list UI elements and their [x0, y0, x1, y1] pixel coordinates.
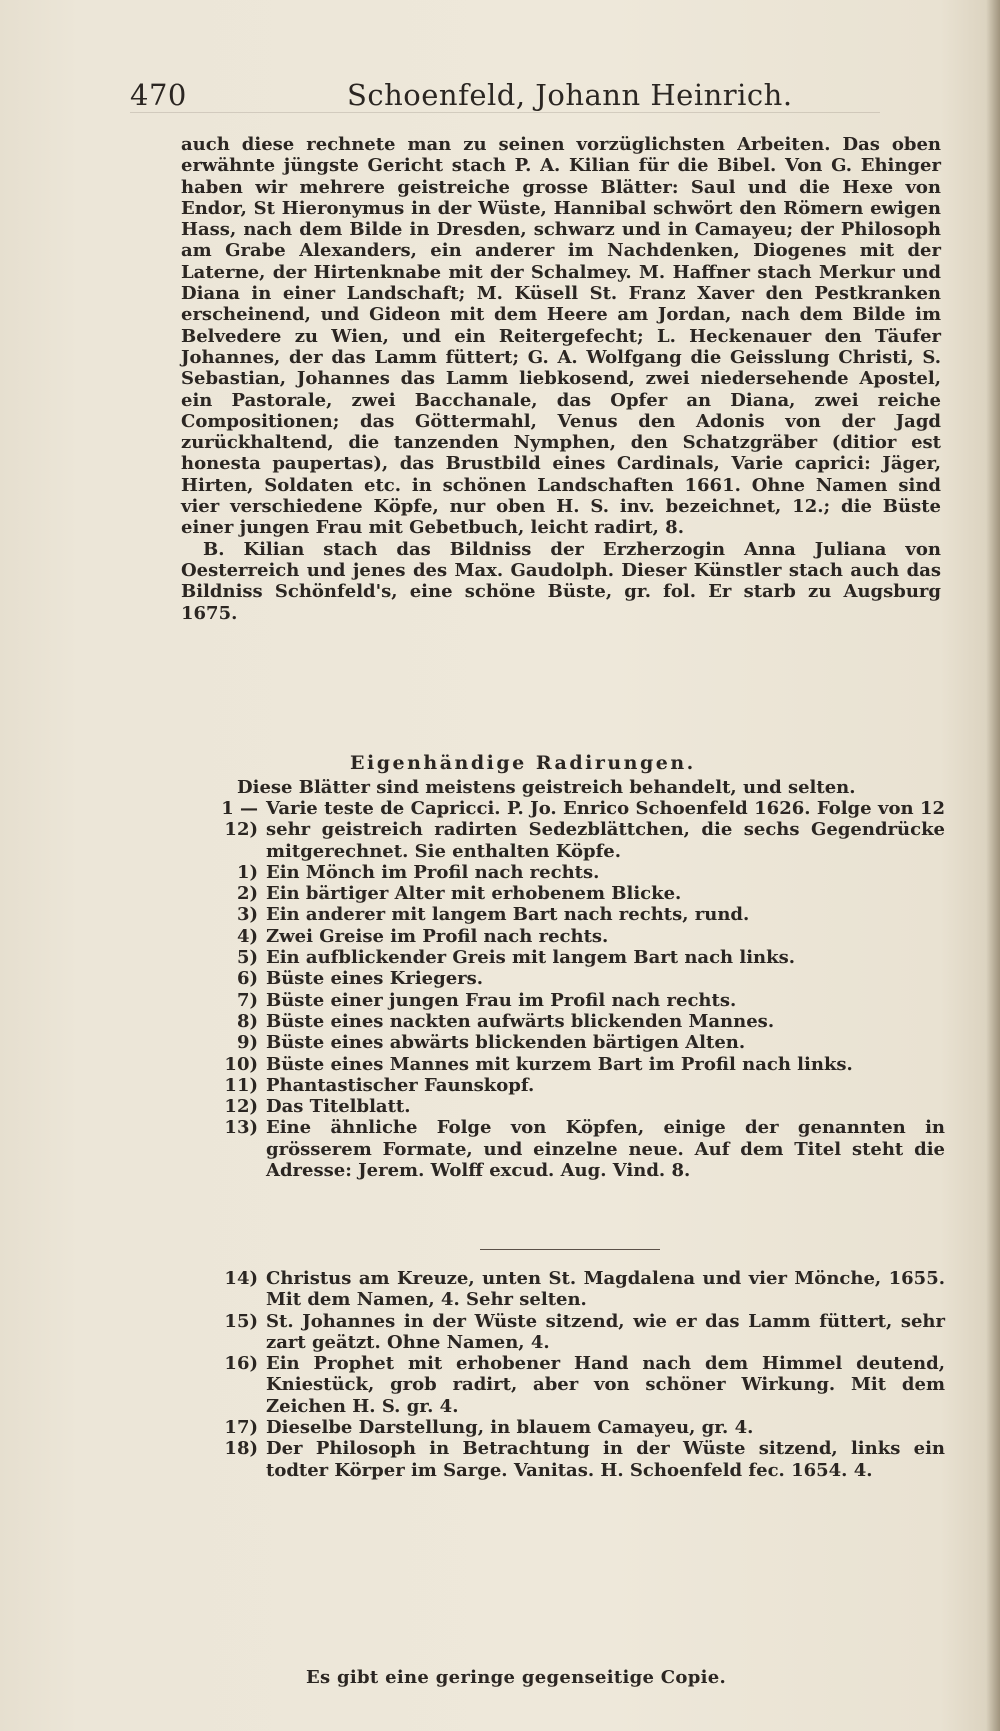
- list-item: [220, 968, 945, 989]
- list-item: [220, 1268, 945, 1311]
- page-number: 470: [130, 78, 187, 112]
- list-item: [220, 1438, 945, 1481]
- entry-number: 15): [224, 1310, 258, 1332]
- entry-number: 13): [224, 1117, 258, 1139]
- entry-text: Büste eines nackten aufwärts blickenden Mannes.: [266, 1010, 775, 1032]
- entry-text: Das Titelblatt.: [266, 1096, 411, 1118]
- entry-text: Büste eines Kriegers.: [266, 968, 484, 990]
- list-item: [220, 926, 945, 947]
- list-item: [220, 1011, 945, 1032]
- list-item: [220, 1417, 945, 1438]
- entry-number: 6): [236, 968, 258, 990]
- closing-note: Es gibt eine geringe gegenseitige Copie.: [306, 1667, 727, 1688]
- entry-text: Eine ähnliche Folge von Köpfen, einige der genannten in grösserem Formate, und einzelne neue. Auf dem Titel steht die Adresse: Jerem. Wolff excud. Aug. Vind. 8.: [266, 1117, 945, 1182]
- entry-text: Phantastischer Faunskopf.: [266, 1074, 535, 1096]
- entry-text: Büste eines Mannes mit kurzem Bart im Profil nach links.: [266, 1053, 853, 1075]
- paragraph: B. Kilian stach das Bildniss der Erzherzogin Anna Juliana von Oesterreich und jenes des Max. Gaudolph. Dieser Künstler stach auch das Bildniss Schönfeld's, eine schöne Büste, gr. fol. Er starb zu Augsburg 1675.: [181, 538, 941, 624]
- entry-text: Varie teste de Capricci. P. Jo. Enrico Schoenfeld 1626. Folge von 12 sehr geistreich radirten Sedezblättchen, die sechs Gegendrücke mitgerechnet. Sie enthalten Köpfe.: [266, 798, 945, 862]
- entry-number: 4): [236, 925, 258, 947]
- list-item: [220, 862, 945, 883]
- entry-text: Ein Prophet mit erhobener Hand nach dem Himmel deutend, Kniestück, grob radirt, aber von schöner Wirkung. Mit dem Zeichen H. S. gr. 4.: [266, 1353, 945, 1417]
- entry-text: Der Philosoph in Betrachtung in der Wüste sitzend, links ein todter Körper im Sarge. Vanitas. H. Schoenfeld fec. 1654. 4.: [266, 1438, 945, 1481]
- entry-number: 5): [236, 947, 258, 969]
- paragraph: auch diese rechnete man zu seinen vorzüglichsten Arbeiten. Das oben erwähnte jüngste Gericht stach P. A. Kilian für die Bibel. Von G. Ehinger haben wir mehrere geistreiche grosse Blätter: Saul und die Hexe von Endor, St Hieronymus in der Wüste, Hannibal schwört den Römern ewigen Hass, nach dem Bilde in Dresden, schwarz und in Camayeu; der Philosoph am Grabe Alexanders, ein anderer im Nachdenken, Diogenes mit der Laterne, der Hirtenknabe mit der Schalmey. M. Haffner stach Merkur und Diana in einer Landschaft; M. Küsell St. Franz Xaver den Pestkranken erscheinend, und Gideon mit dem Heere am Jordan, nach dem Bilde im Belvedere zu Wien, und ein Reitergefecht; L. Heckenauer den Täufer Johannes, der das Lamm füttert; G. A. Wolfgang die Geisslung Christi, S. Sebastian, Johannes das Lamm liebkosend, zwei niedersehende Apostel, ein Pastorale, zwei Bacchanale, das Opfer an Diana, zwei reiche Compositionen; das Göttermahl, Venus den Adonis von der Jagd zurückhaltend, die tanzenden Nymphen, den Schatzgräber (ditior est honesta paupertas), das Brustbild eines Cardinals, Varie caprici: Jäger, Hirten, Soldaten etc. in schönen Landschaften 1661. Ohne Namen sind vier verschiedene Köpfe, nur oben H. S. inv. bezeichnet, 12.; die Büste einer jungen Frau mit Gebetbuch, leicht radirt, 8.: [181, 134, 941, 539]
- entry-number: 7): [236, 989, 258, 1011]
- section-heading: Eigenhändige Radirungen.: [350, 752, 696, 774]
- entry-text: Ein aufblickender Greis mit langem Bart nach links.: [266, 947, 796, 969]
- list-item: [220, 1032, 945, 1053]
- list-item: [220, 1311, 945, 1354]
- running-head: Schoenfeld, Johann Heinrich.: [347, 78, 793, 112]
- entry-number: 8): [236, 1010, 258, 1032]
- entry-number: 16): [224, 1353, 258, 1375]
- entry-text: Ein anderer mit langem Bart nach rechts, rund.: [266, 904, 750, 926]
- body-text: [181, 134, 941, 624]
- entry-text: Christus am Kreuze, unten St. Magdalena und vier Mönche, 1655. Mit dem Namen, 4. Sehr selten.: [266, 1268, 945, 1311]
- entry-text: Büste einer jungen Frau im Profil nach rechts.: [266, 989, 737, 1011]
- entry-text: St. Johannes in der Wüste sitzend, wie er das Lamm füttert, sehr zart geätzt. Ohne Namen, 4.: [266, 1310, 945, 1353]
- entry-number: 9): [236, 1032, 258, 1054]
- list-item: [220, 798, 945, 862]
- entry-text: Ein bärtiger Alter mit erhobenem Blicke.: [266, 883, 682, 905]
- entry-number: 18): [224, 1438, 258, 1460]
- list-item: [220, 1353, 945, 1417]
- list-item: [220, 990, 945, 1011]
- entry-number: 2): [236, 883, 258, 905]
- list-item: [220, 1054, 945, 1075]
- entry-text: Ein Mönch im Profil nach rechts.: [266, 861, 600, 883]
- list-item: [220, 947, 945, 968]
- list-item: [220, 1096, 945, 1117]
- etchings-list-first: [220, 798, 945, 1181]
- entry-number: 12): [224, 1096, 258, 1118]
- list-item: [220, 904, 945, 925]
- etchings-list-second: [220, 1268, 945, 1481]
- entry-text: Büste eines abwärts blickenden bärtigen Alten.: [266, 1032, 746, 1054]
- section-divider: [480, 1249, 660, 1250]
- entry-number: 11): [224, 1074, 258, 1096]
- entry-number: 17): [224, 1417, 258, 1439]
- section-intro: Diese Blätter sind meistens geistreich behandelt, und selten.: [237, 777, 856, 798]
- entry-number: 3): [236, 904, 258, 926]
- header-rule: [130, 112, 880, 113]
- entry-number: 10): [224, 1053, 258, 1075]
- list-item: [220, 1117, 945, 1181]
- list-item: [220, 883, 945, 904]
- entry-number: 1 — 12): [221, 798, 258, 841]
- entry-number: 14): [224, 1268, 258, 1289]
- list-item: [220, 1075, 945, 1096]
- entry-text: Zwei Greise im Profil nach rechts.: [266, 925, 609, 947]
- entry-text: Dieselbe Darstellung, in blauem Camayeu, gr. 4.: [266, 1417, 754, 1439]
- page-edge-shadow: [986, 0, 1000, 1731]
- entry-number: 1): [236, 861, 258, 883]
